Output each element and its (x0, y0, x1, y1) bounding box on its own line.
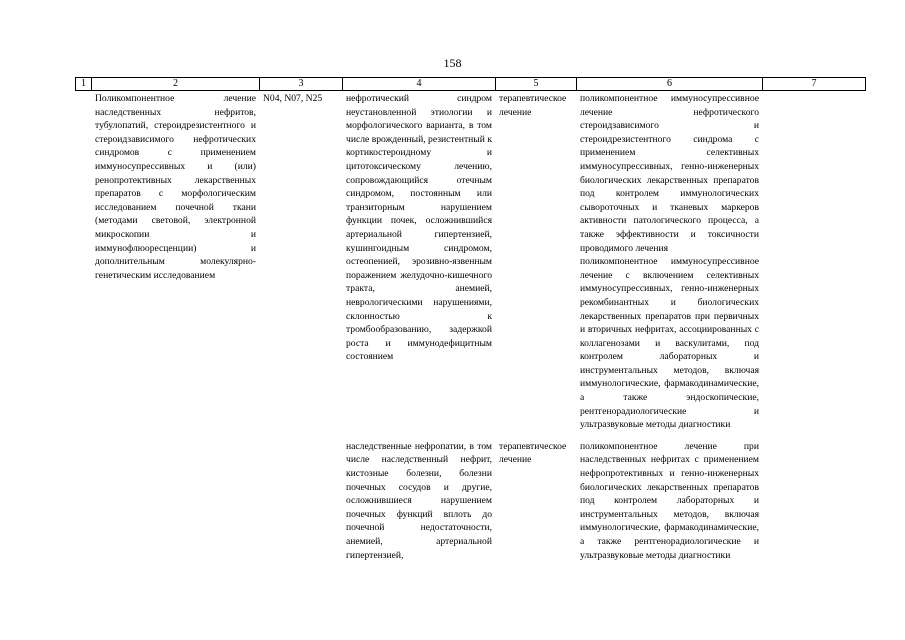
column-number: 4 (343, 78, 496, 91)
cell-treatment-type: терапевтическое лечение (499, 93, 567, 118)
cell-col1 (76, 91, 92, 432)
cell-patient-model: наследственные нефропатии, в том числе наследственный нефрит, кистозные болезни, болезни почечных сосудов и другие, осложнившиеся нарушением почечных функций вплоть до почечной недостаточности, анемией, артериальной гипертензией, (346, 440, 492, 561)
cell-col7 (763, 432, 866, 562)
cell-treatment-type: терапевтическое лечение (499, 440, 567, 466)
cell-icd-codes: N04, N07, N25 (263, 93, 323, 104)
cell-icd-codes (260, 432, 343, 562)
column-number: 3 (260, 78, 343, 91)
column-number: 6 (577, 78, 763, 91)
document-table (75, 77, 866, 562)
column-number-row (76, 78, 866, 91)
table-row (76, 432, 866, 562)
column-number: 7 (763, 78, 866, 91)
cell-col7 (763, 91, 866, 432)
treatment-method-paragraph: поликомпонентное иммуносупрессивное лечение нефротического стероидзависимого и стероидрезистентного синдрома с применением селективных иммуносупрессивных, генно-инженерных биологических лекарственных препаратов под контролем иммунологических сывороточных и тканевых маркеров активности патологического процесса, а также эффективности и токсичности проводимого лечения (580, 93, 759, 254)
column-number: 2 (92, 78, 260, 91)
page-number: 158 (443, 56, 462, 70)
cell-treatment-method (577, 432, 763, 562)
treatment-method-paragraph: поликомпонентное лечение при наследственных нефритах с применением нефропротективных и генно-инженерных биологических лекарственных препаратов под контролем лабораторных и инструментальных методов, включая иммунологические, фармакодинамические, а также рентгенорадиологические и ультразвуковые методы диагностики (580, 440, 759, 561)
treatment-method-paragraph: поликомпонентное иммуносупрессивное лечение с включением селективных иммуносупрессивных, генно-инженерных рекомбинантных и биологических лекарственных препаратов при первичных и вторичных нефритах, ассоциированных с коллагенозами и васкулитами, под контролем лабораторных и инструментальных методов, включая иммунологические, фармакодинамические, а также эндоскопические, рентгенорадиологические и ультразвуковые методы диагностики (580, 256, 759, 431)
cell-treatment-method (577, 91, 763, 432)
cell-intervention-name: Поликомпонентное лечение наследственных нефритов, тубулопатий, стероидрезистентного и стероидзависимого нефротических синдромов с применением иммуносупрессивных и (или) ренопротективных лекарственных препаратов с морфологическим исследованием почечной ткани (методами световой, электронной микроскопии и иммунофлюоресценции) и дополнительным молекулярно-генетическим исследованием (95, 93, 256, 281)
table-row (76, 91, 866, 432)
cell-col1 (76, 432, 92, 562)
column-number: 5 (496, 78, 577, 91)
cell-patient-model: нефротический синдром неустановленной этиологии и морфологического варианта, в том числе врожденный, резистентный к кортикостероидному и цитотоксическому лечению, сопровождающийся отечным синдромом, постоянным или транзиторным нарушением функции почек, осложнившийся артериальной гипертензией, кушингоидным синдромом, остеопенией, эрозивно-язвенным поражением желудочно-кишечного тракта, анемией, неврологическими нарушениями, склонностью к тромбообразованию, задержкой роста и иммунодефицитным состоянием (346, 93, 492, 363)
column-number: 1 (76, 78, 92, 91)
cell-intervention-name (92, 432, 260, 562)
